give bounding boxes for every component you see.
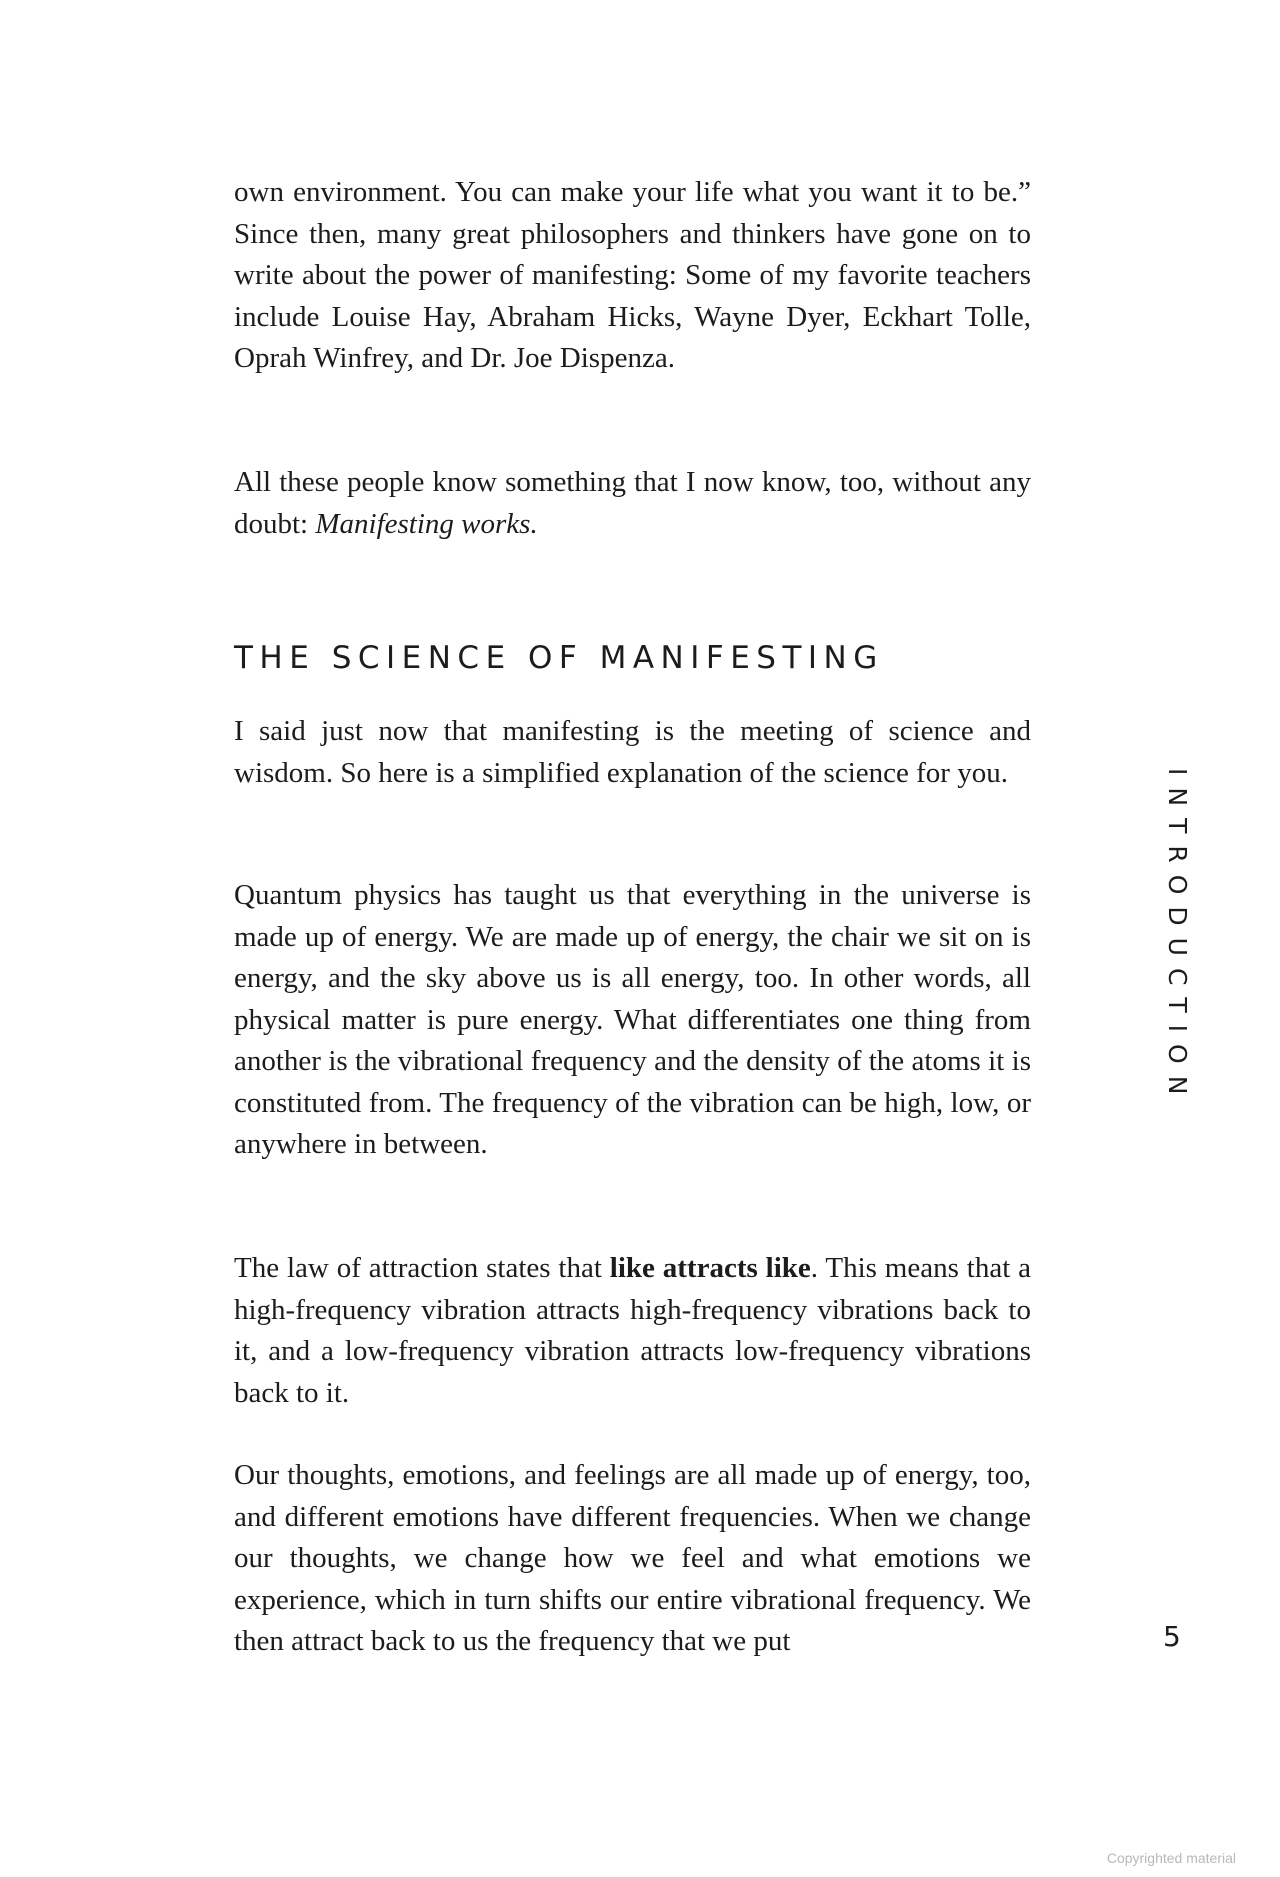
paragraph-manifesting-works	[234, 462, 1031, 545]
paragraph-manifesting-works-text: All these people know something that I now know, too, without any doubt:	[234, 466, 1031, 540]
paragraph-law-of-attraction	[234, 1248, 1031, 1414]
paragraph-thoughts-emotions: Our thoughts, emotions, and feelings are all made up of energy, too, and different emotions have different frequencies. When we change our thoughts, we change how we feel and what emotions we experience, which in turn shifts our entire vibrational frequency. We then attract back to us the frequency that we put	[234, 1459, 1031, 1657]
law-text-end: . This means that a high-frequency vibration attracts high-frequency vibrations back to it, and a low-frequency vibration attracts low-frequency vibrations back to it.	[234, 1252, 1031, 1409]
law-text-start: The law of attraction states that	[234, 1252, 610, 1284]
section-heading: THE SCIENCE OF MANIFESTING	[234, 640, 884, 676]
paragraph-philosophers: own environment. You can make your life what you want it to be.” Since then, many great philosophers and thinkers have gone on to write about the power of manifesting: Some of my favorite teachers include Louise Hay, Abraham Hicks, Wayne Dyer, Eckhart Tolle, Oprah Winfrey, and Dr. Joe Dispenza.	[234, 176, 1031, 374]
emphasis-manifesting-works: Manifesting works.	[315, 507, 538, 540]
chapter-label-text: INTRODUCTION	[1163, 768, 1192, 1107]
emphasis-like-attracts-like: like attracts like	[609, 1252, 811, 1284]
chapter-side-label	[1163, 768, 1194, 1107]
paragraph-science-intro: I said just now that manifesting is the meeting of science and wisdom. So here is a simplified explanation of the science for you.	[234, 715, 1031, 789]
page-number: 5	[1163, 1620, 1181, 1653]
paragraph-quantum-physics: Quantum physics has taught us that everything in the universe is made up of energy. We are made up of energy, the chair we sit on is energy, and the sky above us is all energy, too. In other words, all physical matter is pure energy. What differentiates one thing from another is the vibrational frequency and the density of the atoms it is constituted from. The frequency of the vibration can be high, low, or anywhere in between.	[234, 879, 1031, 1160]
copyright-watermark: Copyrighted material	[1106, 1850, 1236, 1866]
